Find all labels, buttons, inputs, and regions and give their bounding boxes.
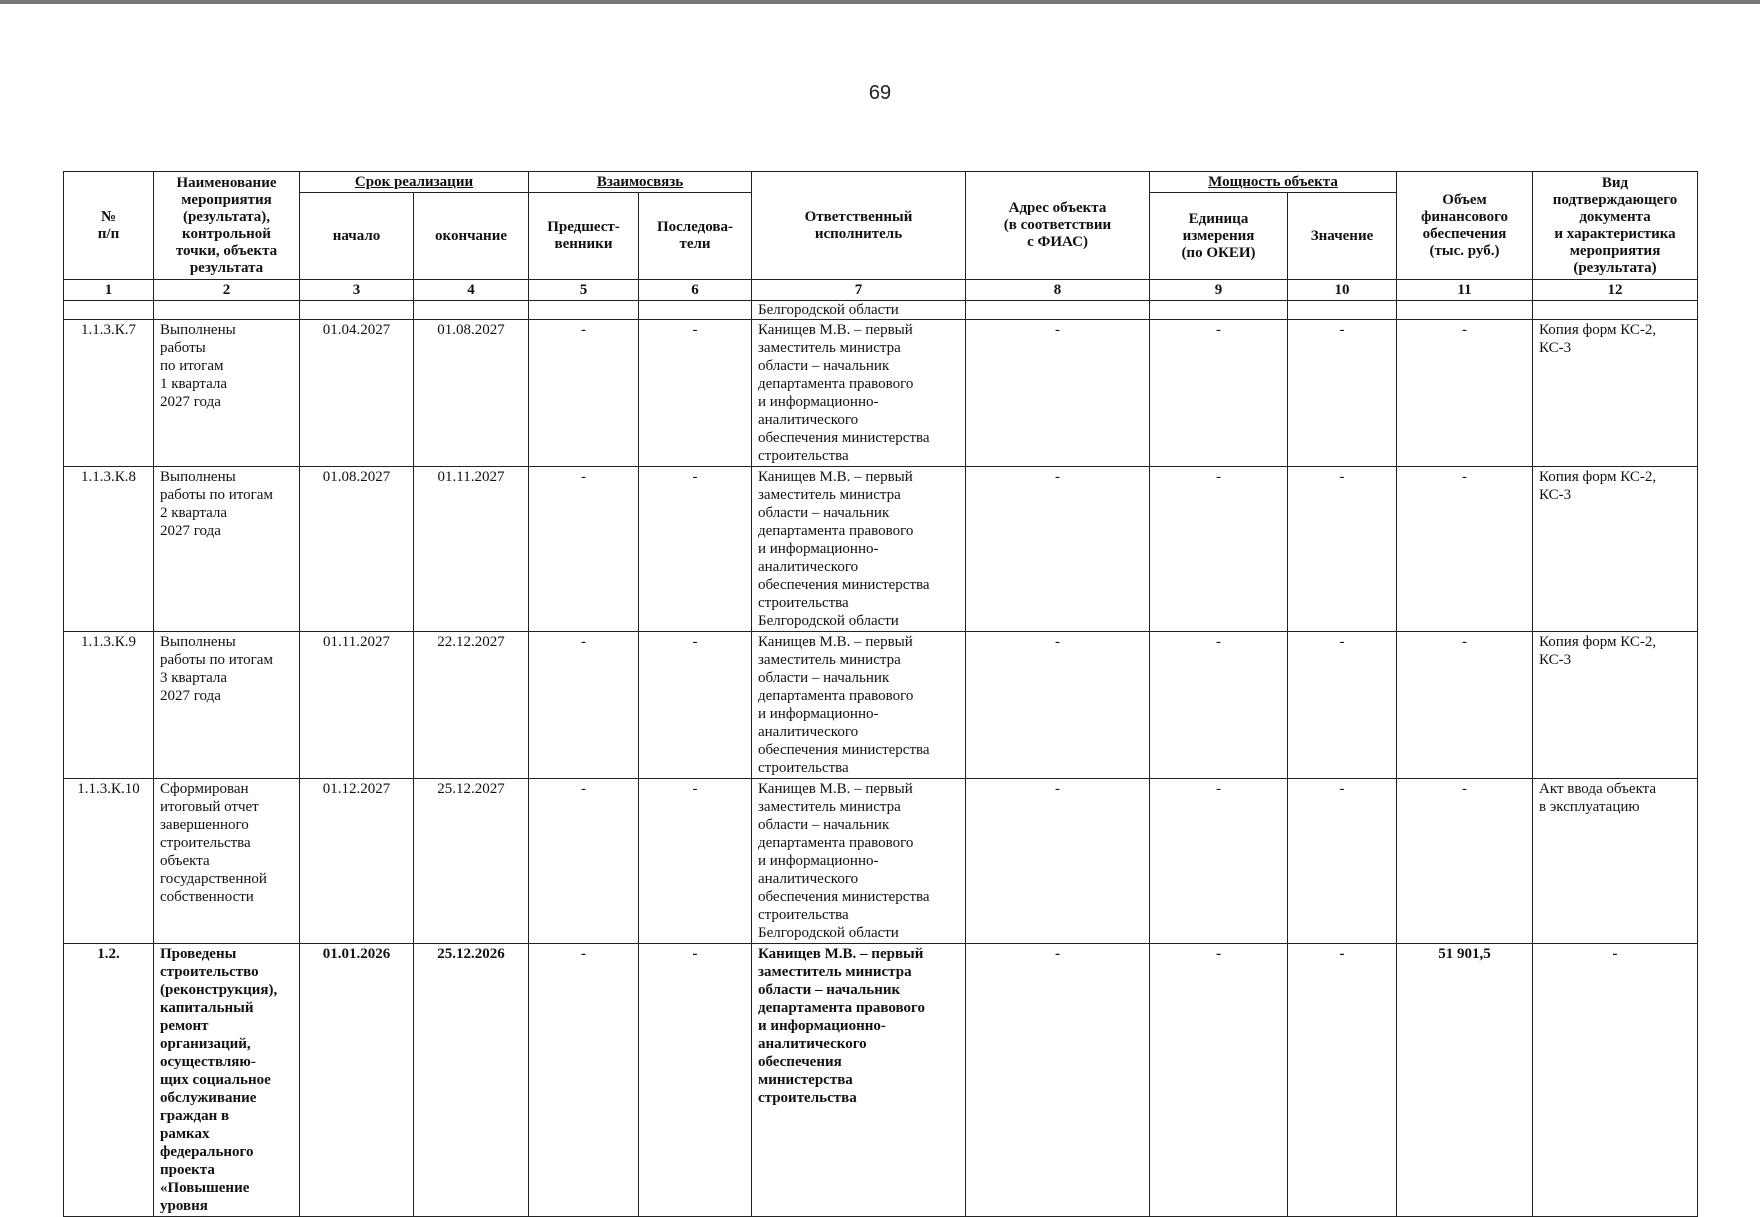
- column-number: 7: [752, 280, 966, 301]
- row-address: -: [966, 467, 1150, 632]
- row-name: Сформирован итоговый отчет завершенного строительства объекта государственной собственности: [154, 779, 300, 944]
- column-number: 1: [64, 280, 154, 301]
- table-row: [64, 779, 1698, 944]
- row-value: -: [1288, 944, 1397, 1217]
- row-predecessors: -: [529, 944, 639, 1217]
- row-predecessors: -: [529, 320, 639, 467]
- row-start-date: 01.12.2027: [300, 779, 414, 944]
- row-successors: -: [639, 779, 752, 944]
- row-end-date: 01.08.2027: [414, 320, 529, 467]
- row-responsible: Канищев М.В. – первый заместитель министра области – начальник департамента правового и информационно- аналитического обеспечения министерства строительства: [752, 632, 966, 779]
- row-start-date: 01.08.2027: [300, 467, 414, 632]
- header-financing: Объем финансового обеспечения (тыс. руб.): [1397, 172, 1533, 280]
- header-unit: Единица измерения (по ОКЕИ): [1150, 193, 1288, 280]
- page-top-border: [0, 0, 1760, 4]
- header-power-group: Мощность объекта: [1150, 172, 1397, 193]
- table-row: [64, 467, 1698, 632]
- row-name: Выполнены работы по итогам 2 квартала 2027 года: [154, 467, 300, 632]
- row-start-date: 01.01.2026: [300, 944, 414, 1217]
- row-financing: -: [1397, 779, 1533, 944]
- row-unit: -: [1150, 779, 1288, 944]
- row-successors: -: [639, 467, 752, 632]
- header-end: окончание: [414, 193, 529, 280]
- row-document: Копия форм КС-2, КС-3: [1533, 467, 1698, 632]
- table-row: [64, 632, 1698, 779]
- row-successors: -: [639, 944, 752, 1217]
- column-number: 3: [300, 280, 414, 301]
- plan-table: [63, 171, 1698, 1217]
- row-predecessors: -: [529, 779, 639, 944]
- row-financing: -: [1397, 320, 1533, 467]
- row-address: -: [966, 779, 1150, 944]
- table-row: [64, 320, 1698, 467]
- row-address: -: [966, 944, 1150, 1217]
- column-number: 8: [966, 280, 1150, 301]
- row-name: Выполнены работы по итогам 1 квартала 2027 года: [154, 320, 300, 467]
- row-financing: 51 901,5: [1397, 944, 1533, 1217]
- row-number: 1.1.3.К.7: [64, 320, 154, 467]
- row-number: 1.1.3.К.10: [64, 779, 154, 944]
- header-period-group: Срок реализации: [300, 172, 529, 193]
- header-successors: Последова- тели: [639, 193, 752, 280]
- header-value: Значение: [1288, 193, 1397, 280]
- row-predecessors: -: [529, 632, 639, 779]
- row-number: 1.1.3.К.9: [64, 632, 154, 779]
- header-link-group: Взаимосвязь: [529, 172, 752, 193]
- row-end-date: 01.11.2027: [414, 467, 529, 632]
- page-number: 69: [868, 82, 892, 104]
- column-number: 5: [529, 280, 639, 301]
- column-number: 4: [414, 280, 529, 301]
- row-end-date: 25.12.2027: [414, 779, 529, 944]
- row-value: -: [1288, 320, 1397, 467]
- row-unit: -: [1150, 944, 1288, 1217]
- column-number: 10: [1288, 280, 1397, 301]
- row-end-date: 22.12.2027: [414, 632, 529, 779]
- header-responsible: Ответственный исполнитель: [752, 172, 966, 280]
- header-name: Наименование мероприятия (результата), контрольной точки, объекта результата: [154, 172, 300, 280]
- column-number: 6: [639, 280, 752, 301]
- header-predecessors: Предшест- венники: [529, 193, 639, 280]
- row-successors: -: [639, 320, 752, 467]
- row-number: 1.2.: [64, 944, 154, 1217]
- continuation-text: Белгородской области: [752, 301, 966, 320]
- row-address: -: [966, 632, 1150, 779]
- row-responsible: Канищев М.В. – первый заместитель министра области – начальник департамента правового и информационно- аналитического обеспечения министерства строительства: [752, 320, 966, 467]
- row-name: Проведены строительство (реконструкция), капитальный ремонт организаций, осуществляю- щих социальное обслуживание граждан в рамках федерального проекта «Повышение уровня: [154, 944, 300, 1217]
- header-number: № п/п: [64, 172, 154, 280]
- row-unit: -: [1150, 320, 1288, 467]
- header-start: начало: [300, 193, 414, 280]
- row-start-date: 01.11.2027: [300, 632, 414, 779]
- row-document: Копия форм КС-2, КС-3: [1533, 320, 1698, 467]
- row-value: -: [1288, 632, 1397, 779]
- row-end-date: 25.12.2026: [414, 944, 529, 1217]
- row-number: 1.1.3.К.8: [64, 467, 154, 632]
- row-successors: -: [639, 632, 752, 779]
- header-document: Вид подтверждающего документа и характеристика мероприятия (результата): [1533, 172, 1698, 280]
- table-row: [64, 944, 1698, 1217]
- row-responsible: Канищев М.В. – первый заместитель министра области – начальник департамента правового и информационно- аналитического обеспечения министерства строительства Белгородской области: [752, 779, 966, 944]
- row-document: -: [1533, 944, 1698, 1217]
- row-value: -: [1288, 779, 1397, 944]
- row-financing: -: [1397, 467, 1533, 632]
- row-value: -: [1288, 467, 1397, 632]
- row-document: Акт ввода объекта в эксплуатацию: [1533, 779, 1698, 944]
- row-unit: -: [1150, 632, 1288, 779]
- row-name: Выполнены работы по итогам 3 квартала 2027 года: [154, 632, 300, 779]
- row-address: -: [966, 320, 1150, 467]
- row-responsible: Канищев М.В. – первый заместитель министра области – начальник департамента правового и информационно- аналитического обеспечения министерства строительства Белгородской области: [752, 467, 966, 632]
- row-predecessors: -: [529, 467, 639, 632]
- row-financing: -: [1397, 632, 1533, 779]
- column-number-row: [64, 280, 1698, 301]
- column-number: 12: [1533, 280, 1698, 301]
- row-start-date: 01.04.2027: [300, 320, 414, 467]
- column-number: 2: [154, 280, 300, 301]
- column-number: 9: [1150, 280, 1288, 301]
- header-address: Адрес объекта (в соответствии с ФИАС): [966, 172, 1150, 280]
- row-unit: -: [1150, 467, 1288, 632]
- row-document: Копия форм КС-2, КС-3: [1533, 632, 1698, 779]
- column-number: 11: [1397, 280, 1533, 301]
- row-responsible: Канищев М.В. – первый заместитель министра области – начальник департамента правового и информационно- аналитического обеспечения министерства строительства: [752, 944, 966, 1217]
- continuation-row: [64, 301, 1698, 320]
